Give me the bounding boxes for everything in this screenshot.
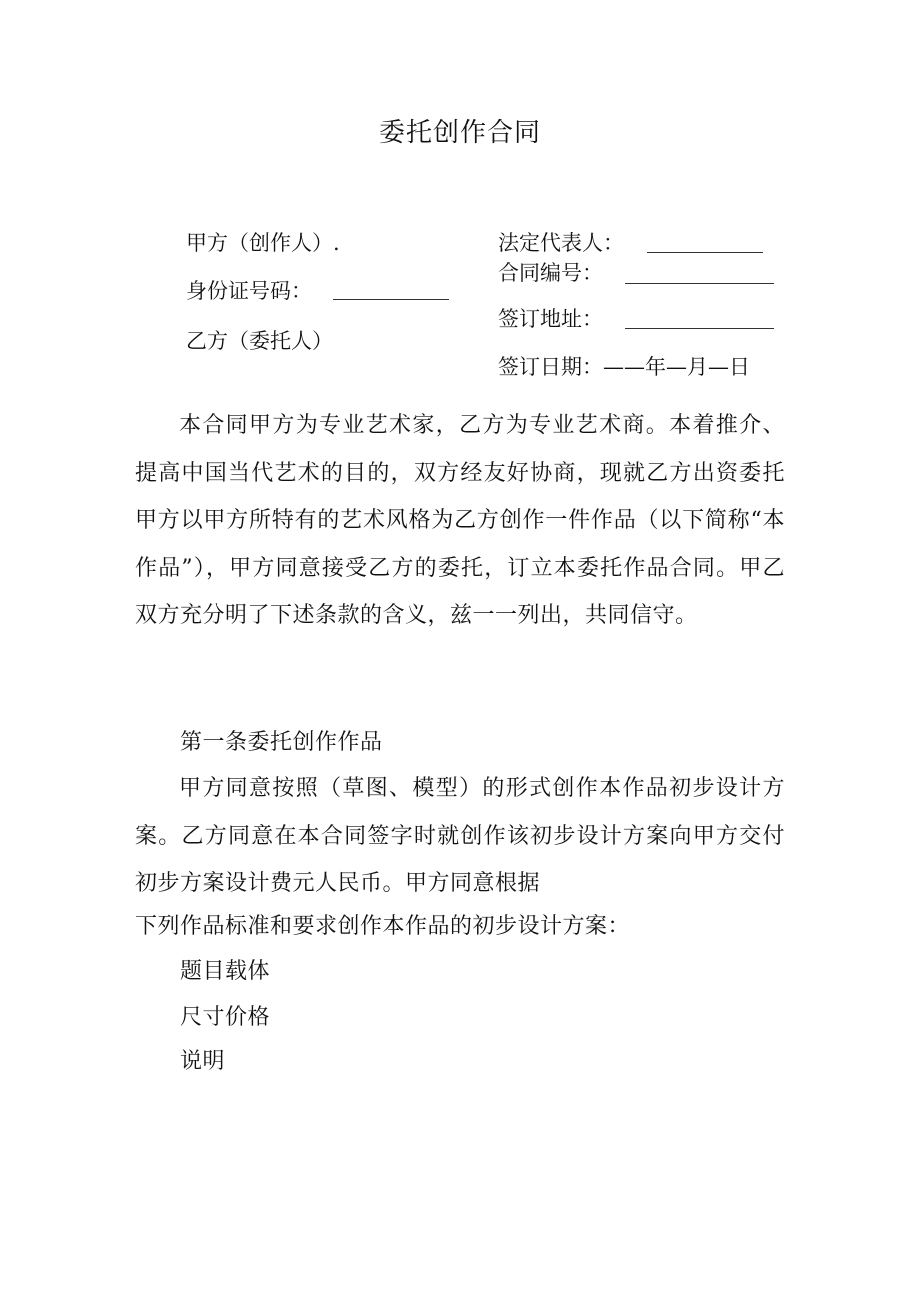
party-b-label: 乙方（委托人） bbox=[186, 329, 333, 353]
article-1-paragraph: 甲方同意按照（草图、模型）的形式创作本作品初步设计方案。乙方同意在本合同签字时就创作该初步设计方案向甲方交付初步方案设计费元人民币。甲方同意根据 bbox=[135, 776, 785, 896]
contract-number-label: 合同编号： bbox=[498, 261, 603, 285]
article-1-continuation: 下列作品标准和要求创作本作品的初步设计方案： bbox=[135, 914, 631, 939]
sign-place-label: 签订地址： bbox=[498, 307, 603, 331]
party-a-label: 甲方（创作人）. bbox=[186, 231, 340, 255]
sign-date-label: 签订日期：——年—月—日 bbox=[498, 355, 750, 379]
legal-rep-label: 法定代表人： bbox=[498, 231, 624, 255]
article-1-item-size-price: 尺寸价格 bbox=[180, 1005, 271, 1030]
article-1-heading: 第一条委托创作作品 bbox=[180, 730, 383, 755]
id-number-label: 身份证号码： bbox=[186, 279, 312, 303]
document-title: 委托创作合同 bbox=[378, 118, 541, 148]
legal-rep-blank bbox=[647, 252, 763, 253]
sign-place-blank bbox=[625, 328, 774, 329]
article-1-item-topic: 题目载体 bbox=[180, 959, 271, 984]
id-number-blank bbox=[333, 299, 449, 300]
intro-paragraph: 本合同甲方为专业艺术家，乙方为专业艺术商。本着推介、提高中国当代艺术的目的，双方经友好协商，现就乙方出资委托甲方以甲方所特有的艺术风格为乙方创作一件作品（以下简称“本作品”），甲方同意接受乙方的委托，订立本委托作品合同。甲乙双方充分明了下述条款的含义，兹一一列出，共同信守。 bbox=[135, 413, 785, 628]
article-1-item-description: 说明 bbox=[180, 1049, 226, 1074]
contract-number-blank bbox=[625, 283, 774, 284]
